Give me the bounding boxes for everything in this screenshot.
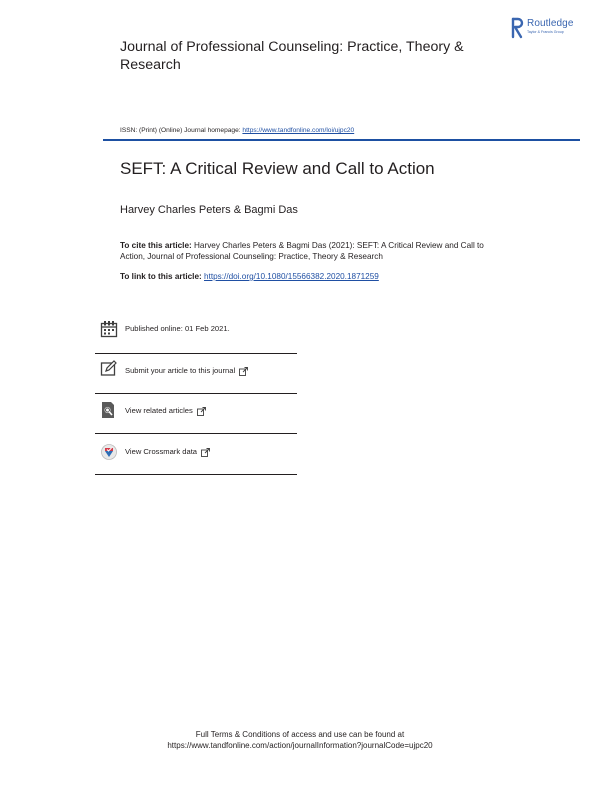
crossmark-link[interactable] bbox=[125, 447, 210, 457]
crossmark-icon bbox=[100, 443, 118, 461]
routledge-r-icon bbox=[511, 17, 525, 39]
article-title: SEFT: A Critical Review and Call to Action bbox=[120, 159, 435, 178]
article-authors: Harvey Charles Peters & Bagmi Das bbox=[120, 204, 298, 216]
info-row-crossmark[interactable] bbox=[95, 435, 297, 475]
publisher-tagline: Taylor & Francis Group bbox=[527, 30, 564, 34]
crossmark-label: View Crossmark data bbox=[125, 447, 198, 456]
journal-homepage-link[interactable]: https://www.tandfonline.com/loi/ujpc20 bbox=[242, 127, 355, 134]
external-link-icon bbox=[197, 407, 206, 416]
doi-link[interactable]: https://doi.org/10.1080/15566382.2020.1871259 bbox=[204, 272, 379, 281]
footer-terms: Full Terms & Conditions of access and use can be found at bbox=[195, 730, 405, 739]
publisher-logo bbox=[511, 17, 591, 39]
external-link-icon bbox=[201, 448, 210, 457]
related-articles-label: View related articles bbox=[125, 406, 193, 415]
article-link-line bbox=[120, 272, 379, 281]
info-row-published bbox=[95, 314, 297, 354]
citation bbox=[120, 240, 510, 263]
info-row-related[interactable] bbox=[95, 394, 297, 434]
info-row-submit[interactable] bbox=[95, 354, 297, 394]
issn-line bbox=[120, 127, 354, 134]
footer-terms-link[interactable]: https://www.tandfonline.com/action/journalInformation?journalCode=ujpc20 bbox=[167, 741, 433, 750]
submit-article-label: Submit your article to this journal bbox=[125, 366, 236, 375]
external-link-icon bbox=[239, 367, 248, 376]
row-divider bbox=[95, 474, 297, 475]
edit-icon bbox=[100, 360, 118, 378]
issn-prefix: ISSN: (Print) (Online) Journal homepage: bbox=[120, 127, 243, 134]
citation-label: To cite this article: bbox=[120, 241, 192, 250]
header-divider bbox=[103, 139, 580, 141]
related-articles-link[interactable] bbox=[125, 406, 206, 416]
row-divider bbox=[95, 433, 297, 434]
published-date: Published online: 01 Feb 2021. bbox=[125, 324, 230, 333]
article-link-label: To link to this article: bbox=[120, 272, 205, 281]
calendar-icon bbox=[100, 320, 118, 338]
related-articles-icon bbox=[100, 401, 118, 419]
citation-text: Harvey Charles Peters & Bagmi Das (2021): SEFT: A Critical Review and Call to Action, Journal of Professional Counseling: Practice, Theory & Research bbox=[120, 241, 484, 262]
submit-article-link[interactable] bbox=[125, 366, 248, 376]
publisher-name: Routledge bbox=[527, 18, 574, 29]
journal-title: Journal of Professional Counseling: Practice, Theory & Research bbox=[120, 39, 464, 73]
